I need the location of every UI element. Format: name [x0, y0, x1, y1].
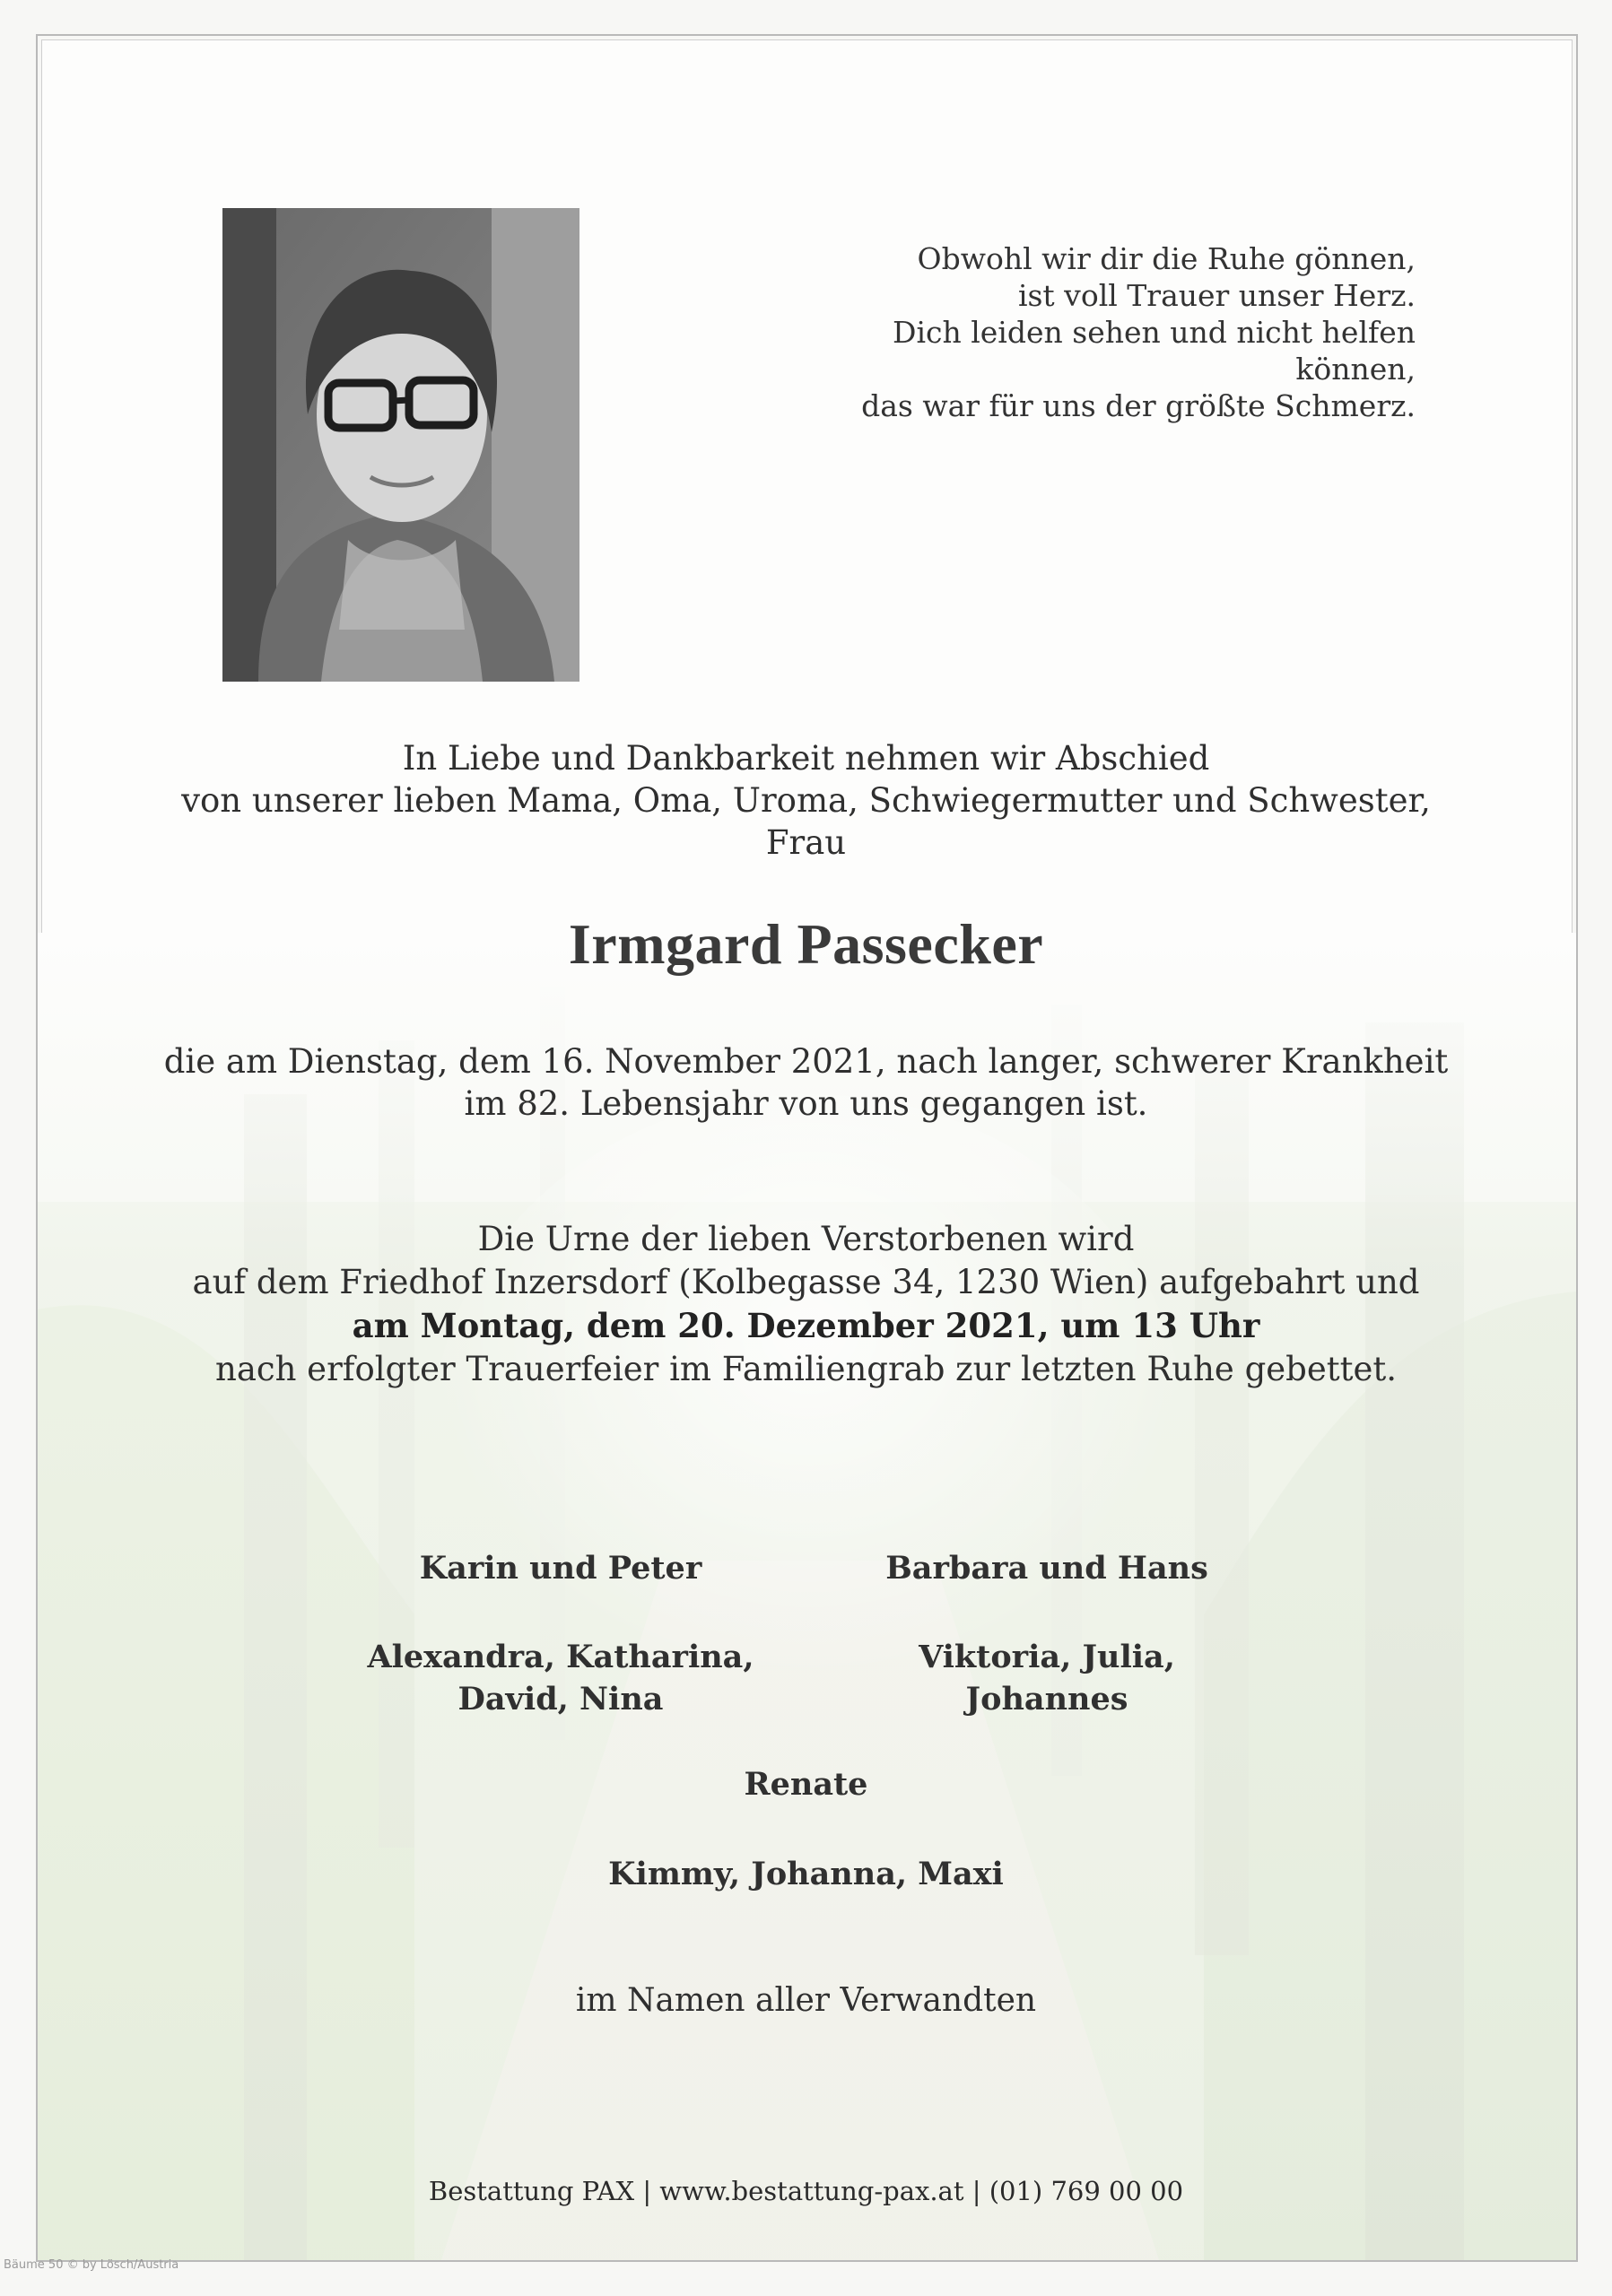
verse-line: ist voll Trauer unser Herz. — [1017, 278, 1416, 313]
funeral-home-footer: Bestattung PAX | www.bestattung-pax.at | (01) 769 00 00 — [428, 2176, 1184, 2206]
forest-path-background — [38, 933, 1576, 2260]
burial-line: nach erfolgter Trauerfeier im Familiengrab zur letzten Ruhe gebettet. — [214, 1350, 1397, 1388]
family-names-line: David, Nina — [457, 1681, 664, 1718]
verse-line: Dich leiden sehen und nicht helfen können, — [892, 315, 1416, 387]
death-notice — [0, 1040, 1612, 1125]
family-names-line: Viktoria, Julia, — [919, 1639, 1175, 1675]
death-line: im 82. Lebensjahr von uns gegangen ist. — [464, 1084, 1148, 1123]
family-right-couple: Barbara und Hans — [885, 1550, 1208, 1587]
family-left-couple: Karin und Peter — [419, 1550, 702, 1587]
family-single: Renate — [744, 1766, 868, 1803]
family-names-line: Alexandra, Katharina, — [367, 1639, 754, 1675]
burial-date: am Montag, dem 20. Dezember 2021, um 13 Uhr — [352, 1306, 1260, 1345]
family-left-children — [292, 1636, 830, 1720]
farewell-intro — [0, 737, 1612, 864]
signature-line: im Namen aller Verwandten — [575, 1982, 1037, 2019]
burial-details — [0, 1218, 1612, 1391]
image-credit: Bäume 50 © by Lösch/Austria — [4, 2258, 179, 2272]
deceased-name: Irmgard Passecker — [568, 912, 1044, 976]
verse-line: Obwohl wir dir die Ruhe gönnen, — [917, 241, 1416, 276]
death-line: die am Dienstag, dem 16. November 2021, nach langer, schwerer Krankheit — [163, 1042, 1449, 1081]
intro-line: von unserer lieben Mama, Oma, Uroma, Schwiegermutter und Schwester, — [181, 781, 1431, 820]
portrait-photo — [222, 208, 579, 682]
intro-line: In Liebe und Dankbarkeit nehmen wir Abschied — [402, 739, 1210, 778]
obituary-card — [36, 34, 1578, 2262]
verse-line: das war für uns der größte Schmerz. — [861, 388, 1416, 423]
family-single-children: Kimmy, Johanna, Maxi — [608, 1856, 1004, 1892]
family-right-children — [778, 1636, 1316, 1720]
intro-line: Frau — [765, 823, 847, 862]
memorial-verse — [773, 240, 1416, 424]
burial-line: auf dem Friedhof Inzersdorf (Kolbegasse 34, 1230 Wien) aufgebahrt und — [192, 1263, 1420, 1301]
family-names-line: Johannes — [965, 1681, 1128, 1718]
burial-line: Die Urne der lieben Verstorbenen wird — [477, 1220, 1135, 1258]
